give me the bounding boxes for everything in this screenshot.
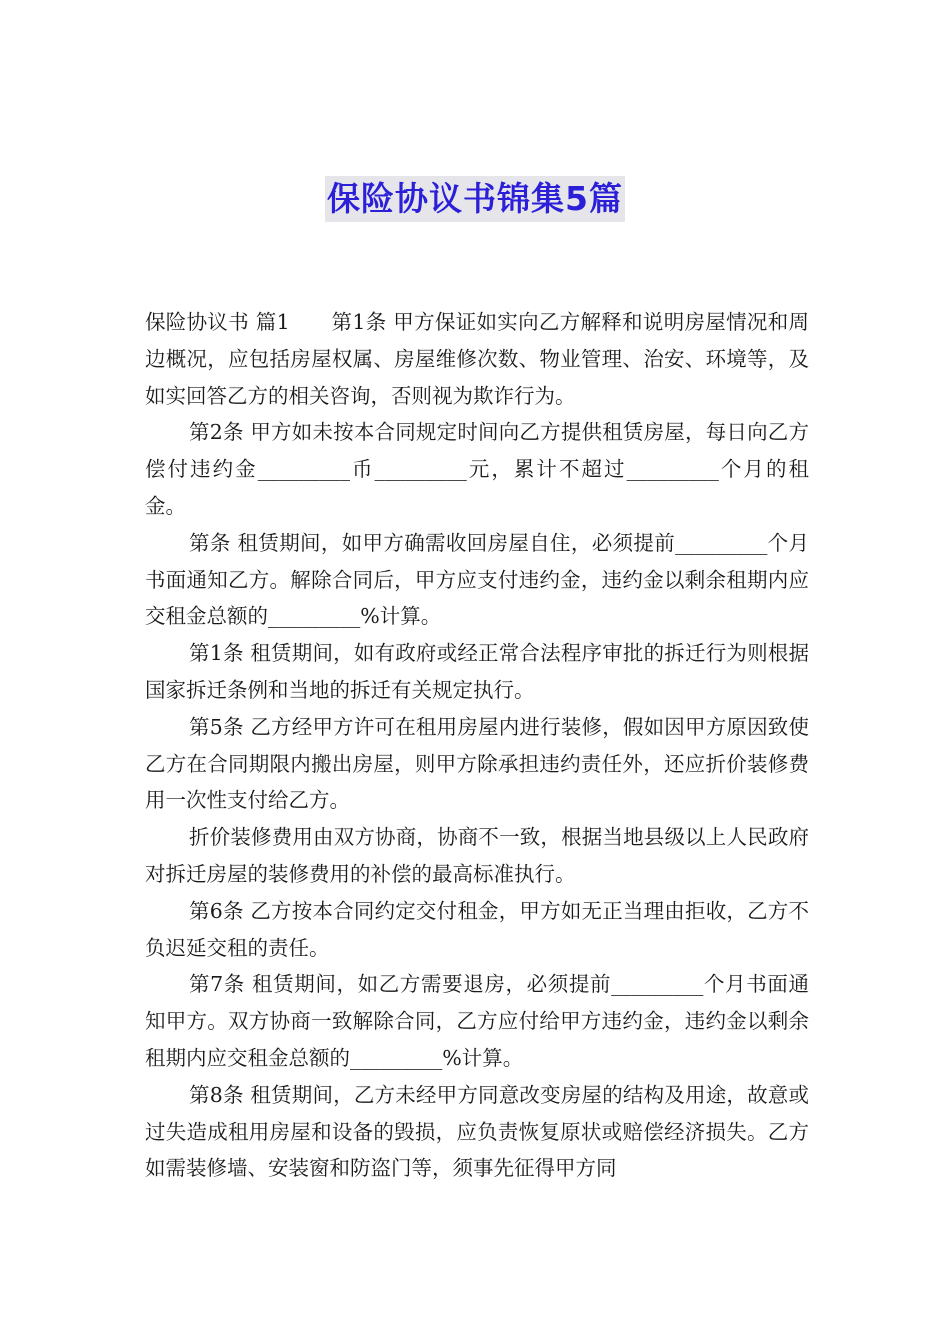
paragraph: 保险协议书 篇1 第1条 甲方保证如实向乙方解释和说明房屋情况和周边概况，应包括房屋权属、房屋维修次数、物业管理、治安、环境等，及如实回答乙方的相关咨询，否则视为欺诈行为。 — [145, 310, 809, 408]
paragraph: 第5条 乙方经甲方许可在租用房屋内进行装修，假如因甲方原因致使乙方在合同期限内搬出房屋，则甲方除承担违约责任外，还应折价装修费用一次性支付给乙方。 — [145, 714, 809, 813]
paragraph: 第2条 甲方如未按本合同规定时间向乙方提供租赁房屋，每日向乙方偿付违约金_________币_________元，累计不超过_________个月的租金。 — [145, 420, 809, 518]
document-title: 保险协议书锦集5篇 — [325, 176, 625, 222]
paragraph: 第条 租赁期间，如甲方确需收回房屋自住，必须提前_________个月书面通知乙方。解除合同后，甲方应支付违约金，违约金以剩余租期内应交租金总额的_________%计算。 — [145, 530, 809, 629]
paragraph: 折价装修费用由双方协商，协商不一致，根据当地县级以上人民政府对拆迁房屋的装修费用的补偿的最高标准执行。 — [145, 825, 809, 886]
title-container — [0, 176, 950, 222]
paragraph: 第6条 乙方按本合同约定交付租金，甲方如无正当理由拒收，乙方不负迟延交租的责任。 — [145, 898, 809, 960]
paragraph: 第7条 租赁期间，如乙方需要退房，必须提前_________个月书面通知甲方。双方协商一致解除合同，乙方应付给甲方违约金，违约金以剩余租期内应交租金总额的_________%计算。 — [145, 972, 809, 1070]
document-body — [145, 304, 809, 1187]
paragraph: 第1条 租赁期间，如有政府或经正常合法程序审批的拆迁行为则根据国家拆迁条例和当地的拆迁有关规定执行。 — [145, 641, 809, 702]
paragraph: 第8条 租赁期间，乙方未经甲方同意改变房屋的结构及用途，故意或过失造成租用房屋和设备的毁损，应负责恢复原状或赔偿经济损失。乙方如需装修墙、安装窗和防盗门等，须事先征得甲方同 — [145, 1082, 809, 1181]
